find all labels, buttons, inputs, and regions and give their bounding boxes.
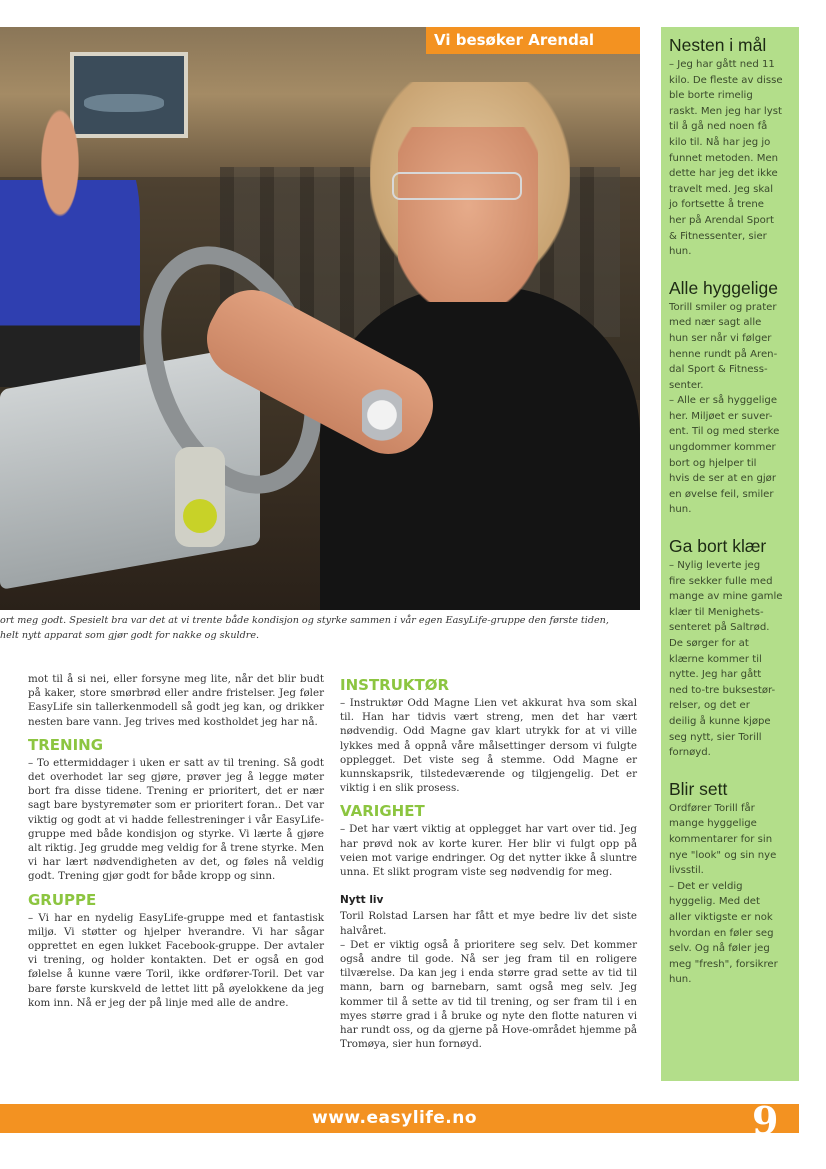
heading-trening: TRENING <box>28 735 104 754</box>
photo-caption <box>0 613 640 643</box>
photo-yellow-knob <box>175 447 225 547</box>
sidebar-text-nesten-i-mal: – Jeg har gått ned 11 kilo. De fleste av disse ble borte rimelig raskt. Men jeg har lyst til å gå ned noen få kilo til. Nå har jeg jo funnet metoden. Men dette har jeg det ikke travelt med. Jeg skal jo fortsette å trene her på Arendal Sport & Fitnessenter, sier hun. <box>669 59 783 258</box>
caption-line-2: helt nytt apparat som gjør godt for nakke og skuldre. <box>0 630 260 641</box>
trening-paragraph: – To ettermiddager i uken er satt av til trening. Så godt det overhodet lar seg gjøre, prøver jeg å legge møter bort fra disse tidene. Trening er prioritert, det er nær sagt bare bystyremøter som er prioritert foran.. Det var viktig og godt at vi hadde fellestreninger i vår EasyLife-gruppe med både kondisjon og styrke. Vi lærte å gjøre alt riktig. Jeg grudde meg veldig for å trene styrke. Men vi har lært nødvendigheten av det, og føles nå veldig godt. Trening gjør godt for både kropp og sinn. <box>28 756 324 883</box>
sidebar-heading-alle-hyggelige: Alle hyggelige <box>669 277 778 298</box>
photo-woman-face <box>398 127 538 302</box>
heading-nytt-liv: Nytt liv <box>340 894 384 907</box>
feature-photo <box>0 27 640 610</box>
heading-gruppe: GRUPPE <box>28 890 97 909</box>
sidebar-heading-blir-sett: Blir sett <box>669 778 728 799</box>
section-banner: Vi besøker Arendal <box>426 27 640 54</box>
article-column-2 <box>340 676 637 1051</box>
footer-bar <box>0 1098 799 1143</box>
page-number: 9 <box>752 1098 779 1143</box>
varighet-paragraph: – Det har vært viktig at opplegget har vart over tid. Jeg har prøvd nok av korte kurer. Her blir vi fulgt opp på veien mot varige endringer. Og det nytter ikke å sluntre unna. Et slikt program viste seg nødvendig for meg. <box>340 823 637 879</box>
nytt-liv-paragraph-2: – Det er viktig også å prioritere seg selv. Det kommer også andre til gode. Nå ser jeg fram til en roligere tilværelse. Da kan jeg i enda større grad sette av tid til mann, barn og barnebarn, samt også meg selv. Jeg kommer til å sette av tid til trening, og ser fram til i en myes større grad i å bruke og nyte den flotte naturen vi har rundt oss, og da gjerne på Hove-området hjemme på Tromøya, sier hun fornøyd. <box>340 938 637 1051</box>
instruktor-paragraph: – Instruktør Odd Magne Lien vet akkurat hva som skal til. Han har tidvis vært streng, men det har vært nødvendig. Odd Magne gav klart utrykk for at vi ville lykkes med å oppnå våre målsettinger dersom vi fulgte opplegget. Det viste seg å stemme. Odd Magne er kunnskapsrik, tilstedeværende og tilgjengelig. Det er viktig i en slik prosess. <box>340 697 637 795</box>
sidebar-text-alle-hyggelige: Torill smiler og prater med nær sagt alle hun ser når vi følger henne rundt på Aren- dal Sport & Fitness- senter. – Alle er så hyggelige her. Miljøet er suver- ent. Til og med sterke ungdommer kommer bort og hjelper til hvis de ser at en gjør en øvelse feil, smiler hun. <box>669 301 780 516</box>
gruppe-paragraph: – Vi har en nydelig EasyLife-gruppe med et fantastisk miljø. Vi støtter og hjelper hverandre. Vi har sågar opprettet en egen lukket Facebook-gruppe. Der avtaler vi trening, og holder kontakten. Det er også en god følelse å kunne være Toril, ikke ordfører-Toril. Det var bare første kurskveld de lettet litt på øyelokkene da jeg kom inn. Nå er jeg der på linje med alle de andre. <box>28 911 324 1009</box>
photo-person-background <box>0 107 140 387</box>
intro-paragraph: mot til å si nei, eller forsyne meg lite, når det blir budt på kaker, store smørbrød eller andre fristelser. Jeg føler EasyLife sin tallerkenmodell så godt jeg kan, og drikker nesten bare vann. Jeg trives med kostholdet jeg har nå. <box>28 673 324 728</box>
sidebar-heading-nesten-i-mal: Nesten i mål <box>669 35 767 55</box>
article-column-1 <box>28 672 324 1010</box>
photo-watch <box>362 385 402 445</box>
sidebar-text-blir-sett: Ordfører Torill får mange hyggelige kommentarer for sin nye "look" og sin nye livsstil. – Det er veldig hyggelig. Med det aller viktigste er nok hvordan en føler seg selv. Og nå føler jeg meg "fresh", forsikrer hun. <box>669 802 778 986</box>
sidebar-text-ga-bort-klaer: – Nylig leverte jeg fire sekker fulle med mange av mine gamle klær til Menighets- senteret på Saltrød. De sørger for at klærne kommer til nytte. Jeg har gått ned to-tre buksestør- relser, og det er deilig å kunne kjøpe seg nytt, sier Torill fornøyd. <box>669 560 783 759</box>
sidebar-heading-ga-bort-klaer: Ga bort klær <box>669 536 767 557</box>
green-sidebar <box>661 27 799 1081</box>
footer-url-link[interactable]: www.easylife.no <box>312 1108 478 1128</box>
heading-instruktor: INSTRUKTØR <box>340 676 450 694</box>
heading-varighet: VARIGHET <box>340 802 425 821</box>
nytt-liv-paragraph-1: Toril Rolstad Larsen har fått et mye bedre liv det siste halvåret. <box>340 910 637 937</box>
caption-line-1: ort meg godt. Spesielt bra var det at vi trente både kondisjon og styrke sammen i vår egen EasyLife-gruppe den første tiden, <box>0 615 609 626</box>
photo-glasses <box>392 172 522 200</box>
